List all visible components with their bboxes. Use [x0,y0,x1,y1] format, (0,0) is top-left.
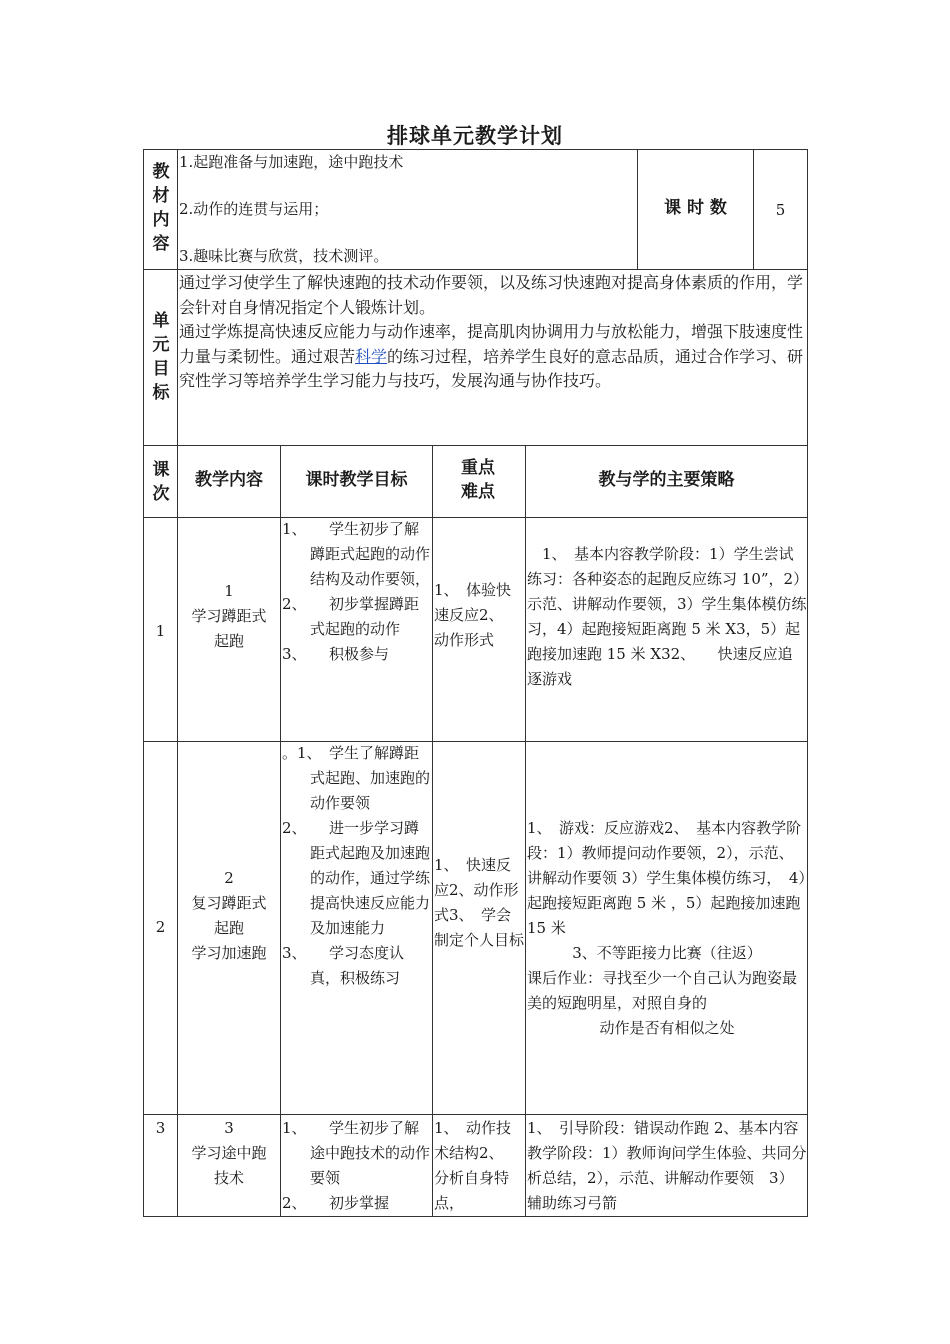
lesson-3-strategy: 1、 引导阶段：错误动作跑 2、基本内容教学阶段：1）教师询问学生体验、共同分析总结，2），示范、讲解动作要领 3）辅助练习弓箭 [527,1119,807,1212]
lesson-3-goal-item: 1、 学生初步了解途中跑技术的动作要领 [282,1119,431,1187]
lesson-1-no: 1 [155,622,166,640]
goals-col-header: 课时教学目标 [305,470,408,490]
lesson-2-content-line: 复习蹲距式 [191,894,267,912]
lesson-1-keypoints: 1、 体验快速反应2、 动作形式 [434,581,512,649]
lesson-2-content-line: 学习加速跑 [191,944,267,962]
science-link[interactable]: 科学 [355,346,388,366]
content-col-header: 教学内容 [195,470,263,490]
lesson-2-strategy [527,816,807,1041]
lesson-1-content-line: 1 [224,582,234,600]
lesson-2-content [177,866,281,966]
materials-item-3: 3.趣味比赛与欣赏，技术测评。 [179,247,389,265]
lesson-3-content-line: 技术 [213,1169,244,1187]
lesson-1-content-line: 学习蹲距式 [191,607,267,625]
page-title: 排球单元教学计划 [387,124,563,148]
unit-goals-header: 单元目标 [152,311,170,403]
lesson-2-strategy-line: 课后作业：寻找至少一个自己认为跑姿最美的短跑明星，对照自身的 [527,969,798,1012]
lesson-col-header: 课次 [152,460,170,504]
lesson-2-content-line: 2 [224,869,234,887]
lesson-3-goals [282,1116,430,1216]
lesson-1-content-line: 起跑 [213,632,244,650]
lesson-2-goal-item: 3、 学习态度认真，积极练习 [282,944,405,987]
lesson-1-strategy: 1、 基本内容教学阶段：1）学生尝试练习：各种姿态的起跑反应练习 10”，2）示范、讲解动作要领，3）学生集体模仿练习，4）起跑接短距离跑 5 米 X3，5）起跑接加速跑 15 米 X32、 快速反应追逐游戏 [527,545,807,688]
lesson-2-strategy-line: 3、不等距接力比赛（往返） [572,944,762,962]
unit-goals-para-1: 通过学习使学生了解快速跑的技术动作要领，以及练习快速跑对提高身体素质的作用，学会针对自身情况指定个人锻炼计划。 [179,273,804,317]
materials-item-2: 2.动作的连贯与运用； [179,200,329,218]
lesson-3-content-line: 学习途中跑 [191,1144,267,1162]
unit-goals-para-2-start: 通过学炼提高快速反应能力与动作速率，提高肌肉协调用力与放松能力，增强下肢速度性力量与柔韧性。通过艰苦 [179,322,804,366]
lesson-3-keypoints: 1、 动作技术结构2、 分析自身特点， [434,1119,512,1212]
materials-item-1: 1.起跑准备与加速跑，途中跑技术 [179,153,404,171]
lesson-3-goal-item: 2、 初步掌握 [282,1194,390,1212]
lesson-1-goal-item: 2、 初步掌握蹲距式起跑的动作 [282,595,420,638]
lesson-1-goal-item: 1、 学生初步了解蹲距式起跑的动作结构及动作要领， [282,520,431,588]
unit-goals-para-2 [179,320,807,394]
lesson-2-strategy-line: 动作是否有相似之处 [599,1019,735,1037]
lesson-3-content [177,1116,281,1191]
keypoints-col-header: 重点难点 [461,458,495,502]
unit-goals-text [179,271,807,394]
lesson-2-content-line: 起跑 [213,919,244,937]
lesson-1-goals [282,517,430,667]
lesson-2-goal-item: 2、 进一步学习蹲距式起跑及加速跑的动作，通过学练提高快速反应能力及加速能力 [282,819,431,937]
unit-goals-para-2-end: 的练习过程，培养学生良好的意志品质，通过合作学习、研究性学习等培养学生学习能力与技巧，发展沟通与协作技巧。 [179,346,804,390]
strategy-col-header: 教与学的主要策略 [598,470,735,490]
lesson-2-keypoints: 1、 快速反应2、动作形式3、 学会制定个人目标 [434,856,525,949]
materials-header: 教材内容 [152,162,170,254]
lesson-2-strategy-line: 1、 游戏：反应游戏2、 基本内容教学阶段：1）教师提问动作要领，2），示范、讲解动作要领 3）学生集体模仿练习， 4）起跑接短距离跑 5 米 ，5）起跑接加速跑 15 米 [527,819,806,937]
lesson-3-no: 3 [155,1119,166,1137]
lesson-3-content-line: 3 [224,1119,234,1137]
lesson-2-goals [282,741,430,991]
lesson-1-content [177,579,281,654]
lesson-2-no: 2 [155,918,166,936]
hours-label: 课 时 数 [664,198,727,218]
lesson-2-goal-item: 。1、 学生了解蹲距式起跑、加速跑的动作要领 [282,744,431,812]
hours-value: 5 [775,201,786,219]
lesson-1-goal-item: 3、 积极参与 [282,645,390,663]
